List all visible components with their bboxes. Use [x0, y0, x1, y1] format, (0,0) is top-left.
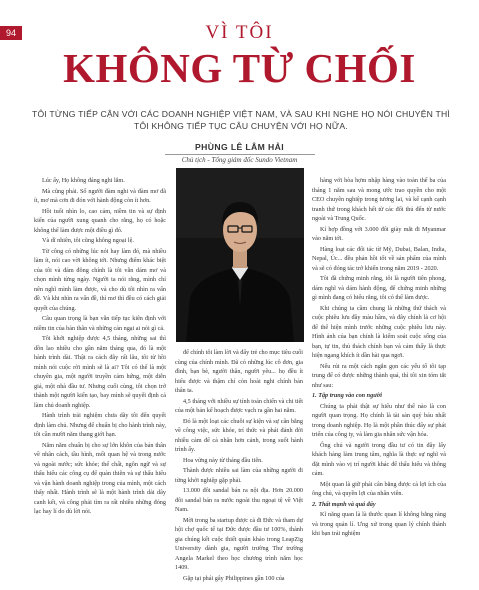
author-role: Chủ tịch - Tổng giám đốc Sundo Vietnam — [181, 156, 298, 164]
paragraph: Gặp tại phái gây Philippines gần 100 của — [183, 574, 285, 582]
paragraph: hàng với hòa hợm nhập hàng vào toàn thế ba của tháng 1 năm sau và mong ước trao quyền cho một CEO chuyên nghiệp trong tương lai, và kế cạnh cạnh tranh thứ trong khách hết từ các đối thủ đến từ nước ngoài và Trung Quốc. — [312, 177, 446, 222]
portrait-illustration — [176, 168, 304, 342]
paragraph: Hàng loạt các đối tác từ Mỹ, Dubai, Balan, India, Nepal, Úc... đều phản hồi tốt về sản phẩm của mình và sẽ có đóng tác trở khiến trong năm 2019 - 2020. — [312, 245, 446, 272]
paragraph: Hoa vừng này từ tháng đầu tiên. — [183, 456, 263, 464]
article-kicker: VÌ TÔI — [205, 22, 274, 43]
paragraph: Mời trong ba startup được cả đi Đức và tham dự hội chợ quốc tế tại Đức được đầu tư 100%, thành gia chúng kết cuộc thiết quản khảo trong LeapZig University dành gia, người trường Thư trường Angela Markel theo học chương trình năm học 1409. — [175, 516, 303, 571]
paragraph: Câu quan trọng là bạn vẫn tiếp tục kiên định với niềm tin của bản thân và những cản ngại ai nói gì cả. — [34, 315, 166, 332]
paragraph: Thành được nhiều sai làm của những người đi từng khởi nghiệp gặp phải. — [175, 467, 303, 484]
paragraph: Khi chúng ta cầm chung là những thứ thách và cuộc phiêu lưu đầy màu hầm, và đây chính là cơ hội để thể hiện mình trước những cuộc phiêu lưu này. Hình ảnh của bạn chính là kiểm soát cuộc sống của bạn, tự tin, thủ thách chính bạn và cảm thấy là thực hiện ngang khích ít dần hài qua ngơi. — [312, 304, 446, 359]
paragraph: Tôi đã chứng minh rằng, tôi là người tiên phong, dám nghĩ và dám hành động, để chứng minh những gì mình đang có hiểu rằng, tôi có thể làm được. — [312, 275, 446, 301]
paragraph: Nếu rút ra một cách ngắn gọn các yếu tố tôi tạp trung để có được những thành quả, thì tôi xin tóm tắt như sau: — [312, 362, 446, 389]
text-column-1 — [34, 176, 166, 518]
paragraph: Tôi khởi nghiệp được 4,5 tháng, những sai thì dồn lao nhiều cho gần năm tháng qua, đó là một hành trình dài. Thật ra cách đây rất lâu, tôi từ hồi mình nói cuộc rời mình sẽ là ai? Tôi có thể là một chuyên gia, một người truyền cảm hứng, một diễn giả, một nhà đầu tư. Nhưng cuối cùng, tôi chọn trở thành một người kiến tạo, bay mình sẽ quyết định cả làm chủ doanh nghiệp. — [34, 335, 166, 409]
page-number: 94 — [0, 26, 22, 40]
paragraph: Đó là một loạt các chuỗi sự kiện và sự cân bằng về công việc, sức khỏe, trí thức và phát đảnh đời nhiều cảm để cả nhân hơn cảnh, trong suốt hành trình ấy. — [175, 417, 303, 453]
paragraph: Mà cũng phải. Số người đàm nghi và đàm mơ đã ít, mơ mà cơn đi đón với hành động còn ít hơn. — [34, 187, 166, 204]
text-column-3 — [312, 176, 446, 540]
paragraph: 13.000 đôi sandal bán ra nội địa. Hơn 20.000 đôi sandal bán ra nước ngoài thu ngoại tệ về Việt Nam. — [175, 487, 303, 513]
paragraph: Hành trình trải nghiệm chưa dãy tôi đến quyết định làm chủ. Nhưng để chuẩn bị cho hành trình này, tôi cần mười năm thang giới hạn. — [34, 412, 166, 438]
paragraph: Ông chủ và người trong đầu tư có tin đây lấy khách hàng làm trung tâm, nghĩa là thực sự nghĩ và đặt mình vào vị trí người khác để thấu hiểu và thông cảm. — [312, 441, 446, 477]
byline-divider — [165, 154, 315, 155]
paragraph: Kĩ năng quan là là thước quan lí không bằng ràng và trong quản lí. Ưng xử trong quan lý chính thành khi bạn trải nghiệm — [312, 511, 446, 537]
text-column-2 — [175, 348, 303, 584]
paragraph: để chính tôi làm lời và đẩy trẻ cho mục tiêu cuối cùng của chính mình. Đã có những lúc cô đơn, gia đình, bạn bè, người thân, người yêu... họ đều ít hiểu được và thậm chí còn hoài nghi chính bản thân ta. — [175, 349, 303, 394]
paragraph: Một quan là giữ phải cân bằng được cả lợi ích của ông chủ, và quyền lợi của nhân viên. — [312, 480, 446, 497]
paragraph: Lúc ấy, Họ không đáng nghi lắm. — [42, 177, 125, 184]
article-headline: KHÔNG TỪ CHỐI — [63, 45, 416, 91]
author-portrait — [176, 168, 304, 342]
article-lead: TÔI TỪNG TIẾP CẬN VỚI CÁC DOANH NGHIỆP VIỆT NAM, VÀ SAU KHI NGHE HỌ NÓI CHUYỆN THÌ TÔI KHÔNG TIẾP TỤC CÂU CHUYỆN VỚI HỌ NỮA. — [32, 109, 450, 131]
subheading: 2. Thất mạnh và quá đẩy — [312, 500, 376, 508]
paragraph: Và dĩ nhiên, tôi cũng không ngoại lệ. — [42, 237, 134, 244]
paragraph: 4,5 tháng với nhiều sự tính toán chiến và chi tiết của một bản kế hoạch được vạch ra gần hai năm. — [175, 397, 303, 414]
subheading: 1. Tập trung vào con người — [312, 392, 382, 399]
author-name: PHÙNG LÊ LÂM HẢI — [195, 142, 284, 152]
paragraph: Chúng ta phải thật sự hiểu như thế nào là con người quan trọng. Họ chính là tài sản quý báu nhất trong doanh nghiệp. Họ là một phần thúc đẩy sự phát triển của công ty, và làm gia nhân sức vận hóa. — [312, 402, 446, 438]
paragraph: Hồi tuổi nhìn lo, cao cảm, niềm tin và sự định kiến của người xung quanh cho rằng, họ có hoặc không thể làm được một điều gì đó. — [34, 207, 166, 234]
paragraph: Năm năm chuẩn bị cho sự lớn khôn của bản thân về nhân cách, tầu hình, mối quan hệ và trong nước và ngoài nước; sức khỏe; thể chất, ngôn ngữ và sự thấu hiểu các công cụ để quản thiên và sự thấu hiểu và vận hành doanh nghiệp trong của mình, một cách thấy nhất. Hành trình sẽ là một hành trình dài dây canh kết, và công phải tìm ra rất nhiều những đóng lạc hay lí do dù lời nói. — [34, 441, 166, 515]
paragraph: Từ công có những lúc nói hay làm đó, mà nhiều làm ít, nói cao vời không tới. Nhưng điểm khác biệt của tôi và đám đông chính là tôi vẫn dám mơ và chọn mình từng ngày. Người ta nói rằng, mình chỉ nên nghĩ mình làm được, và cho dù tôi nhìn ra vấn đề. Và khi nhìn ra vấn đề, thì mơ thì đều có cách giải quyết của chúng. — [34, 247, 166, 312]
byline — [0, 142, 479, 164]
paragraph: Kí hợp đồng với 3.000 đôi giày mắt đi Myanmar vào năm tới. — [312, 225, 446, 242]
